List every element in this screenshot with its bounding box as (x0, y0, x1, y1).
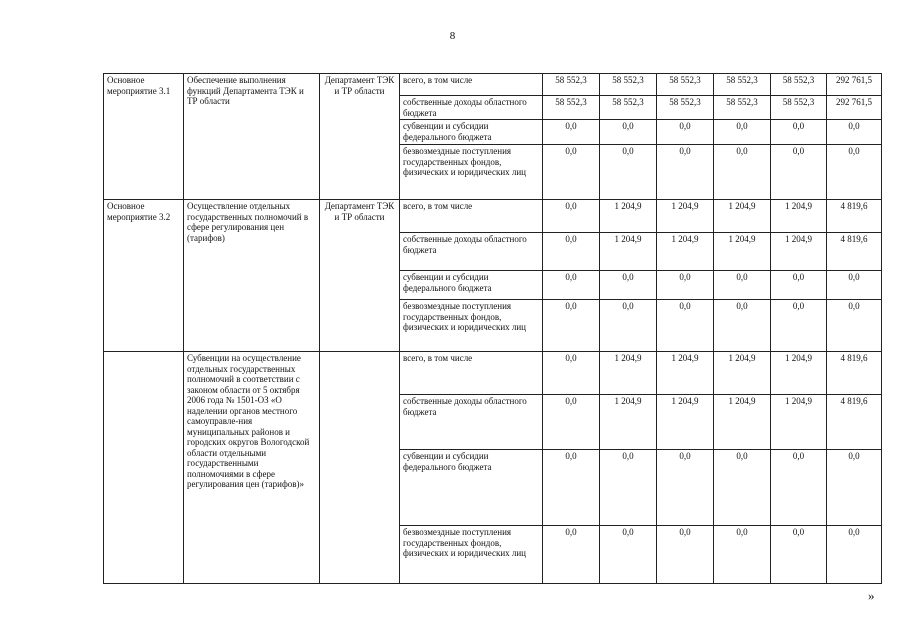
total-value-cell: 0,0 (827, 526, 882, 584)
total-value-cell: 0,0 (827, 145, 882, 200)
year-value-cell: 1 204,9 (600, 233, 657, 271)
year-value-cell: 1 204,9 (714, 395, 771, 450)
table-row (104, 74, 882, 96)
year-value-cell: 0,0 (771, 450, 827, 526)
year-value-cell: 58 552,3 (771, 96, 827, 120)
table-row (104, 352, 882, 395)
year-value-cell: 0,0 (657, 450, 714, 526)
year-value-cell: 0,0 (771, 526, 827, 584)
year-value-cell: 58 552,3 (543, 74, 600, 96)
year-value-cell: 1 204,9 (600, 200, 657, 233)
year-value-cell: 0,0 (543, 271, 600, 300)
year-value-cell: 0,0 (771, 271, 827, 300)
year-value-cell: 0,0 (657, 145, 714, 200)
year-value-cell: 1 204,9 (657, 395, 714, 450)
funding-source-label: безвозмездные поступления государственных фондов, физических и юридических лиц (400, 526, 543, 584)
year-value-cell: 58 552,3 (714, 74, 771, 96)
funding-source-label: всего, в том числе (400, 200, 543, 233)
year-value-cell: 58 552,3 (600, 74, 657, 96)
funding-source-label: всего, в том числе (400, 74, 543, 96)
year-value-cell: 1 204,9 (771, 233, 827, 271)
executor-cell (320, 352, 400, 584)
total-value-cell: 0,0 (827, 120, 882, 145)
year-value-cell: 0,0 (600, 300, 657, 352)
table-row (104, 200, 882, 233)
budget-table (103, 73, 882, 584)
activity-code-cell: Основное мероприятие 3.2 (104, 200, 184, 352)
total-value-cell: 4 819,6 (827, 352, 882, 395)
year-value-cell: 1 204,9 (657, 200, 714, 233)
year-value-cell: 1 204,9 (771, 395, 827, 450)
year-value-cell: 0,0 (600, 271, 657, 300)
year-value-cell: 0,0 (714, 120, 771, 145)
activity-code-cell (104, 352, 184, 584)
funding-source-label: всего, в том числе (400, 352, 543, 395)
total-value-cell: 292 761,5 (827, 96, 882, 120)
year-value-cell: 58 552,3 (771, 74, 827, 96)
continuation-mark: » (868, 588, 875, 603)
year-value-cell: 0,0 (543, 300, 600, 352)
year-value-cell: 0,0 (657, 120, 714, 145)
year-value-cell: 58 552,3 (600, 96, 657, 120)
year-value-cell: 0,0 (771, 120, 827, 145)
funding-source-label: субвенции и субсидии федерального бюджета (400, 450, 543, 526)
year-value-cell: 0,0 (657, 271, 714, 300)
total-value-cell: 4 819,6 (827, 233, 882, 271)
year-value-cell: 0,0 (771, 300, 827, 352)
table-body (104, 74, 882, 584)
total-value-cell: 0,0 (827, 300, 882, 352)
year-value-cell: 0,0 (543, 200, 600, 233)
funding-source-label: собственные доходы областного бюджета (400, 233, 543, 271)
funding-source-label: собственные доходы областного бюджета (400, 395, 543, 450)
total-value-cell: 4 819,6 (827, 395, 882, 450)
funding-source-label: субвенции и субсидии федерального бюджета (400, 271, 543, 300)
activity-code-cell: Основное мероприятие 3.1 (104, 74, 184, 200)
activity-name-cell: Субвенции на осуществление отдельных государственных полномочий в соответствии с законом области от 5 октября 2006 года № 1501-ОЗ «О наделении органов местного самоуправле-ния муниципальных районов и городских округов Вологодской области отдельными государственными полномочиями в сфере регулирования цен (тарифов)» (184, 352, 320, 584)
year-value-cell: 58 552,3 (657, 96, 714, 120)
year-value-cell: 0,0 (600, 145, 657, 200)
funding-source-label: субвенции и субсидии федерального бюджета (400, 120, 543, 145)
activity-name-cell: Осуществление отдельных государственных полномочий в сфере регулирования цен (тарифов) (184, 200, 320, 352)
total-value-cell: 292 761,5 (827, 74, 882, 96)
year-value-cell: 1 204,9 (600, 395, 657, 450)
year-value-cell: 1 204,9 (714, 233, 771, 271)
year-value-cell: 0,0 (714, 145, 771, 200)
total-value-cell: 0,0 (827, 271, 882, 300)
executor-cell: Департамент ТЭК и ТР области (320, 74, 400, 200)
funding-source-label: безвозмездные поступления государственных фондов, физических и юридических лиц (400, 300, 543, 352)
year-value-cell: 1 204,9 (771, 352, 827, 395)
total-value-cell: 0,0 (827, 450, 882, 526)
year-value-cell: 0,0 (657, 300, 714, 352)
year-value-cell: 0,0 (543, 120, 600, 145)
activity-name-cell: Обеспечение выполнения функций Департамента ТЭК и ТР области (184, 74, 320, 200)
year-value-cell: 58 552,3 (543, 96, 600, 120)
year-value-cell: 0,0 (657, 526, 714, 584)
year-value-cell: 0,0 (543, 233, 600, 271)
year-value-cell: 0,0 (543, 395, 600, 450)
executor-cell: Департамент ТЭК и ТР области (320, 200, 400, 352)
total-value-cell: 4 819,6 (827, 200, 882, 233)
year-value-cell: 1 204,9 (714, 200, 771, 233)
year-value-cell: 0,0 (714, 450, 771, 526)
year-value-cell: 1 204,9 (771, 200, 827, 233)
year-value-cell: 0,0 (543, 352, 600, 395)
year-value-cell: 0,0 (543, 450, 600, 526)
year-value-cell: 0,0 (714, 300, 771, 352)
year-value-cell: 0,0 (600, 526, 657, 584)
year-value-cell: 1 204,9 (657, 352, 714, 395)
funding-source-label: собственные доходы областного бюджета (400, 96, 543, 120)
page-number: 8 (449, 30, 456, 42)
year-value-cell: 0,0 (714, 526, 771, 584)
year-value-cell: 1 204,9 (714, 352, 771, 395)
year-value-cell: 0,0 (543, 145, 600, 200)
funding-source-label: безвозмездные поступления государственных фондов, физических и юридических лиц (400, 145, 543, 200)
year-value-cell: 1 204,9 (600, 352, 657, 395)
year-value-cell: 0,0 (600, 120, 657, 145)
year-value-cell: 0,0 (714, 271, 771, 300)
year-value-cell: 0,0 (543, 526, 600, 584)
year-value-cell: 58 552,3 (657, 74, 714, 96)
year-value-cell: 0,0 (600, 450, 657, 526)
year-value-cell: 58 552,3 (714, 96, 771, 120)
year-value-cell: 0,0 (771, 145, 827, 200)
year-value-cell: 1 204,9 (657, 233, 714, 271)
